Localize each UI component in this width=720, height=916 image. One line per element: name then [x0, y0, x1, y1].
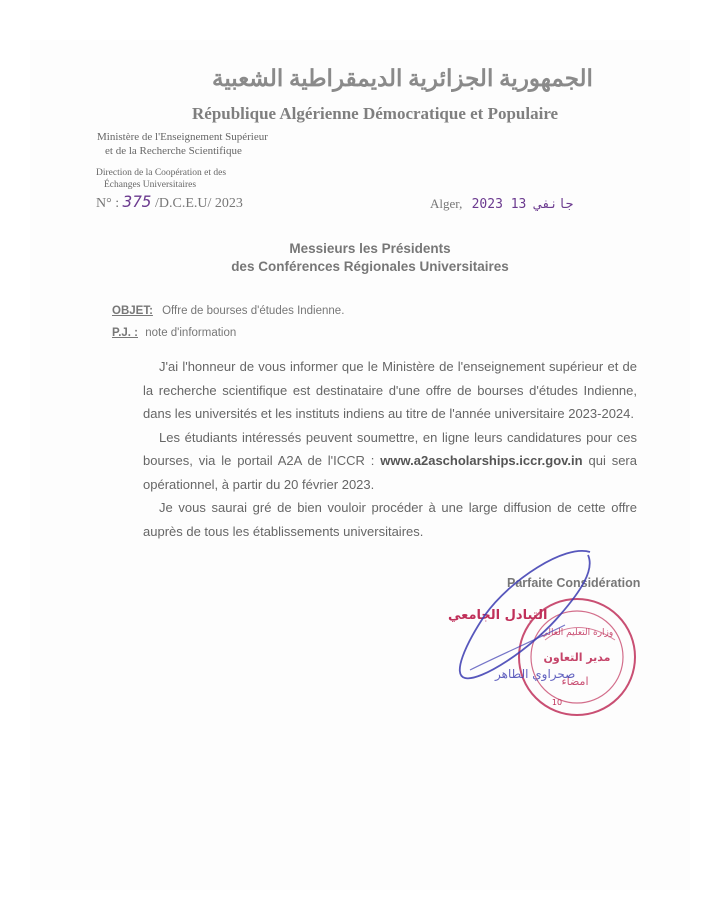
direction-line-1: Direction de la Coopération et des — [96, 168, 227, 178]
portal-url: www.a2ascholarships.iccr.gov.in — [380, 453, 583, 468]
recipient-block — [220, 240, 520, 276]
svg-text:وزارة التعليم العالي: وزارة التعليم العالي — [540, 628, 614, 638]
stamped-date: 2023 جانفي 13 — [471, 197, 574, 212]
body-paragraph-3: Je vous saurai gré de bien vouloir procéder à une large diffusion de cette offre auprès de tous les établissements universitaires. — [143, 500, 637, 539]
ministry-line-2: et de la Recherche Scientifique — [105, 145, 242, 157]
ministry-block — [97, 130, 268, 158]
letter-body — [143, 355, 637, 543]
direction-block — [96, 167, 226, 191]
svg-text:صحراوي الطاهر: صحراوي الطاهر — [495, 667, 576, 681]
body-paragraph-2 — [143, 426, 637, 497]
objet-line — [112, 300, 344, 322]
reference-label: N° : — [96, 196, 120, 211]
recipient-line-1: Messieurs les Présidents — [289, 241, 451, 256]
subject-block — [112, 300, 344, 344]
stamp-service-line: التبادل الجامعي — [448, 608, 548, 623]
recipient-line-2: des Conférences Régionales Universitaires — [231, 259, 509, 274]
reference-handwritten-number: 375 — [122, 192, 152, 211]
pj-label: P.J. : — [112, 327, 138, 339]
handwritten-signature — [440, 540, 610, 690]
body-paragraph-2-end: qui sera opérationnel, à partir du 20 février 2023. — [143, 453, 637, 492]
reference-suffix: /D.C.E.U/ 2023 — [155, 196, 243, 211]
reference-number — [96, 192, 243, 212]
place-label: Alger, — [430, 196, 463, 211]
svg-text:10: 10 — [551, 698, 563, 707]
body-paragraph-1: J'ai l'honneur de vous informer que le Ministère de l'enseignement supérieur et de la recherche scientifique est destinataire d'une offre de bourses d'études Indienne, dans les universités et les instituts indiens au titre de l'année universitaire 2023-2024. — [143, 359, 637, 421]
pj-text: note d'information — [145, 327, 237, 339]
body-paragraph-2-start: Les étudiants intéressés peuvent soumettre, en ligne leurs candidatures pour ces bourses, via le portail A2A de l'ICCR : — [143, 429, 637, 468]
arabic-republic-title: الجمهورية الجزائرية الديمقراطية الشعبية — [212, 66, 593, 91]
objet-text: Offre de bourses d'études Indienne. — [162, 305, 345, 317]
svg-text:مدير التعاون: مدير التعاون — [543, 651, 611, 664]
place-date — [430, 196, 573, 212]
direction-line-2: Échanges Universitaires — [104, 180, 197, 190]
ministry-line-1: Ministère de l'Enseignement Supérieur — [97, 131, 268, 143]
svg-text:امضاء: امضاء — [561, 675, 589, 688]
objet-label: OBJET: — [112, 305, 153, 317]
pj-line — [112, 322, 344, 344]
closing-consideration: Parfaite Considération — [507, 576, 641, 590]
french-republic-title: République Algérienne Démocratique et Populaire — [192, 104, 559, 123]
